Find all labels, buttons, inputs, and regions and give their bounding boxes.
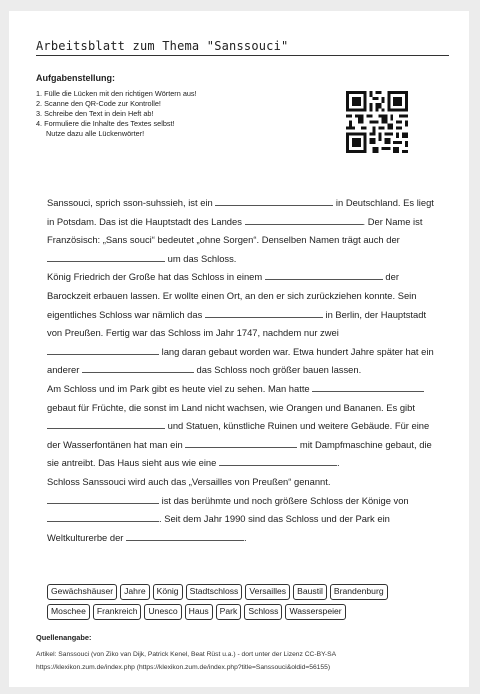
word-chip[interactable]: Moschee: [47, 604, 90, 620]
task-item: 1. Fülle die Lücken mit den richtigen Wörtern aus!: [36, 89, 197, 98]
word-chip[interactable]: Brandenburg: [330, 584, 388, 600]
blank-field[interactable]: [47, 418, 165, 429]
blank-field[interactable]: [47, 493, 159, 504]
source-line: Artikel: Sanssouci (von Ziko van Dijk, Patrick Kenel, Beat Rüst u.a.) - dort unter der Lizenz CC-BY-SA: [36, 651, 337, 658]
word-chip[interactable]: Baustil: [293, 584, 327, 600]
sources-heading: Quellenangabe:: [36, 633, 92, 642]
blank-field[interactable]: [47, 344, 159, 355]
task-item: 3. Schreibe den Text in dein Heft ab!: [36, 109, 154, 118]
blank-field[interactable]: [245, 214, 363, 225]
word-chip[interactable]: Schloss: [244, 604, 282, 620]
task-list: [36, 89, 197, 139]
paragraph-1: Sanssouci, sprich sson-suhssieh, ist ein in Deutschland. Es liegt in Potsdam. Das ist die Hauptstadt des Landes . Der Name ist Französisch: „Sans souci“ bedeutet „ohne Sorgen“. Denselben Namen trägt auch der um das Schloss.: [47, 197, 434, 264]
paragraph-3: Am Schloss und im Park gibt es heute viel zu sehen. Man hatte gebaut für Früchte, die sonst im Land nicht wachsen, wie Orangen und Bananen. Es gibt und Statuen, künstliche Ruinen und weitere Gebäude. Für eine der Wasserfontänen hat man ein mit Dampfmaschine gebaut, die sie antreibt. Das Haus sieht aus wie eine .: [47, 382, 432, 469]
qr-code-icon[interactable]: [346, 91, 408, 153]
source-link[interactable]: https://klexikon.zum.de/index.php (https://klexikon.zum.de/index.php?title=Sanssouci&oldid=56155): [36, 664, 331, 671]
cloze-text: [47, 194, 440, 547]
blank-field[interactable]: [265, 269, 383, 280]
blank-field[interactable]: [82, 362, 194, 373]
word-bank: [47, 584, 447, 624]
blank-field[interactable]: [219, 455, 337, 466]
word-chip[interactable]: Stadtschloss: [186, 584, 243, 600]
blank-field[interactable]: [312, 381, 424, 392]
task-item: 4. Formuliere die Inhalte des Textes selbst!: [36, 119, 175, 128]
word-chip[interactable]: Park: [216, 604, 242, 620]
word-chip[interactable]: König: [153, 584, 183, 600]
word-bank-row: [47, 584, 447, 600]
word-chip[interactable]: Jahre: [120, 584, 150, 600]
blank-field[interactable]: [205, 307, 323, 318]
title-rule: [36, 55, 449, 56]
word-chip[interactable]: Haus: [185, 604, 213, 620]
blank-field[interactable]: [47, 251, 165, 262]
sources: [36, 648, 336, 674]
paragraph-2: König Friedrich der Große hat das Schloss in einem der Barockzeit erbauen lassen. Er wollte einen Ort, an den er sich zurückziehen konnte. Sein eigentliches Schloss war nämlich das in Berlin, der Hauptstadt von Preußen. Fertig war das Schloss im Jahr 1747, nachdem nur zwei lang daran gebaut worden war. Etwa hundert Jahre später hat ein anderer das Schloss noch größer bauen lassen.: [47, 271, 434, 376]
task-heading: Aufgabenstellung:: [36, 73, 115, 83]
blank-field[interactable]: [215, 195, 333, 206]
word-chip[interactable]: Versailles: [245, 584, 290, 600]
word-chip[interactable]: Wasserspeier: [285, 604, 345, 620]
word-chip[interactable]: Unesco: [144, 604, 181, 620]
task-item-continuation: Nutze dazu alle Lückenwörter!: [46, 129, 145, 138]
paragraph-4: Schloss Sanssouci wird auch das „Versailles von Preußen“ genannt. ist das berühmte und noch größere Schloss der Könige von . Seit dem Jahr 1990 sind das Schloss und der Park ein Weltkulturerbe der .: [47, 475, 409, 543]
blank-field[interactable]: [126, 530, 244, 541]
task-item: 2. Scanne den QR-Code zur Kontrolle!: [36, 99, 161, 108]
page-title: Arbeitsblatt zum Thema "Sanssouci": [36, 39, 289, 53]
blank-field[interactable]: [185, 437, 297, 448]
worksheet-page: [9, 11, 469, 687]
blank-field[interactable]: [47, 511, 159, 522]
word-chip[interactable]: Frankreich: [93, 604, 142, 620]
word-chip[interactable]: Gewächshäuser: [47, 584, 117, 600]
word-bank-row: [47, 604, 447, 620]
